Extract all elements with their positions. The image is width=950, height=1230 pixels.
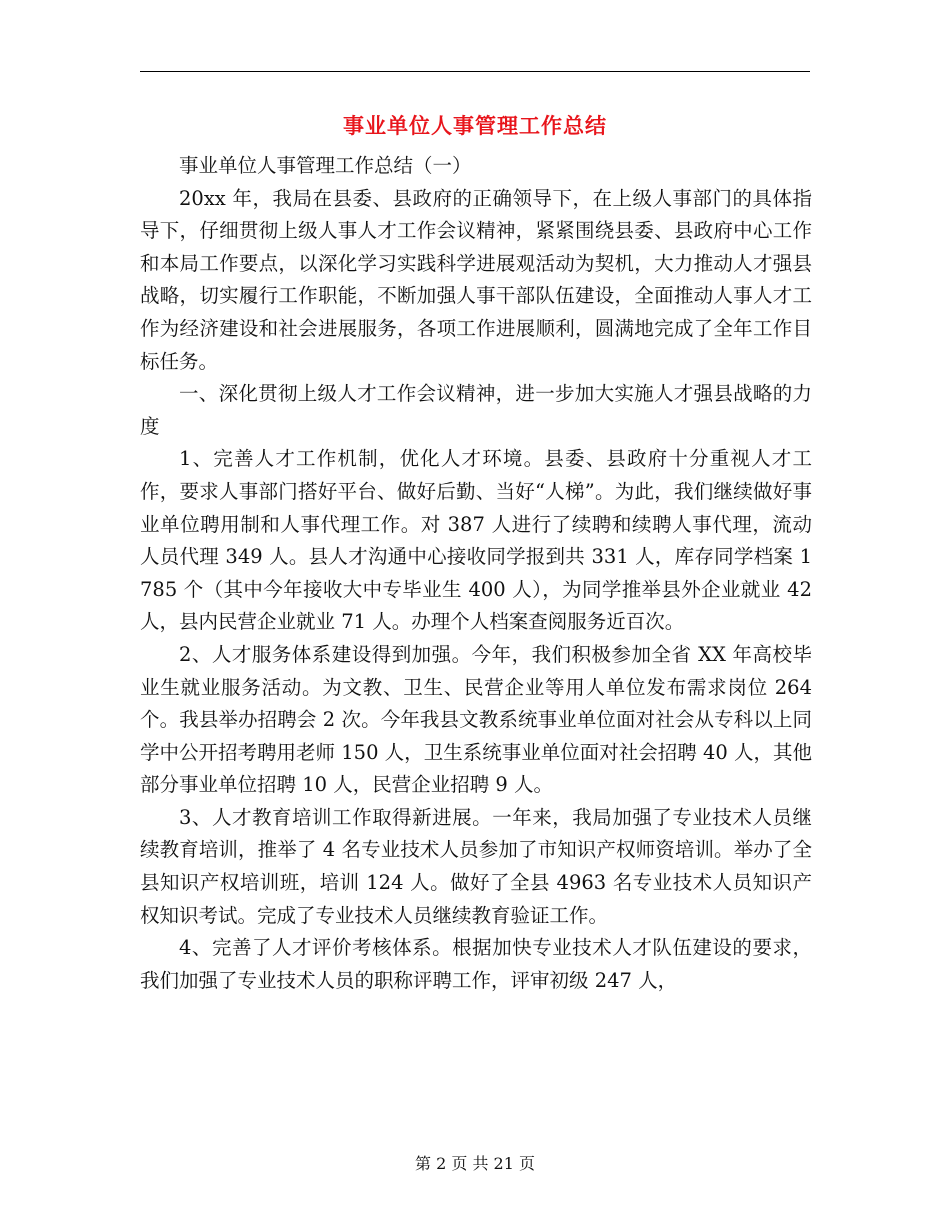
section-heading: 事业单位人事管理工作总结（一） xyxy=(179,154,472,177)
item-2-paragraph: 2、人才服务体系建设得到加强。今年，我们积极参加全省 XX 年高校毕业生就业服务活动。为文教、卫生、民营企业等用人单位发布需求岗位 264 个。我县举办招聘会 2 次。今年我县文教系统事业单位面对社会从专科以上同学中公开招考聘用老师 150 人，卫生系统事业单位面对社会招聘 40 人，其他部分事业单位招聘 10 人，民营企业招聘 9 人。 xyxy=(140,642,812,797)
intro-paragraph: 20xx 年，我局在县委、县政府的正确领导下，在上级人事部门的具体指导下，仔细贯彻上级人事人才工作会议精神，紧紧围绕县委、县政府中心工作和本局工作要点，以深化学习实践科学进展观活动为契机，大力推动人才强县战略，切实履行工作职能，不断加强人事干部队伍建设，全面推动人事人才工作为经济建设和社会进展服务，各项工作进展顺利，圆满地完成了全年工作目标任务。 xyxy=(140,186,812,373)
item-3-paragraph: 3、人才教育培训工作取得新进展。一年来，我局加强了专业技术人员继续教育培训，推举了 4 名专业技术人员参加了市知识产权师资培训。举办了全县知识产权培训班，培训 124 人。做好了全县 4963 名专业技术人员知识产权知识考试。完成了专业技术人员继续教育验证工作。 xyxy=(140,805,812,927)
document-title: 事业单位人事管理工作总结 xyxy=(343,113,607,138)
item-1-paragraph: 1、完善人才工作机制，优化人才环境。县委、县政府十分重视人才工作，要求人事部门搭好平台、做好后勤、当好“人梯”。为此，我们继续做好事业单位聘用制和人事代理工作。对 387 人进行了续聘和续聘人事代理，流动人员代理 349 人。县人才沟通中心接收同学报到共 331 人，库存同学档案 1785 个（其中今年接收大中专毕业生 400 人），为同学推举县外企业就业 42 人，县内民营企业就业 71 人。办理个人档案查阅服务近百次。 xyxy=(140,447,812,634)
part-one-heading: 一、深化贯彻上级人才工作会议精神，进一步加大实施人才强县战略的力度 xyxy=(140,382,812,438)
document-body xyxy=(140,150,812,997)
header-rule xyxy=(140,71,810,72)
page-number-footer: 第 2 页 共 21 页 xyxy=(415,1154,535,1173)
item-4-paragraph: 4、完善了人才评价考核体系。根据加快专业技术人才队伍建设的要求，我们加强了专业技术人员的职称评聘工作，评审初级 247 人， xyxy=(140,936,812,992)
